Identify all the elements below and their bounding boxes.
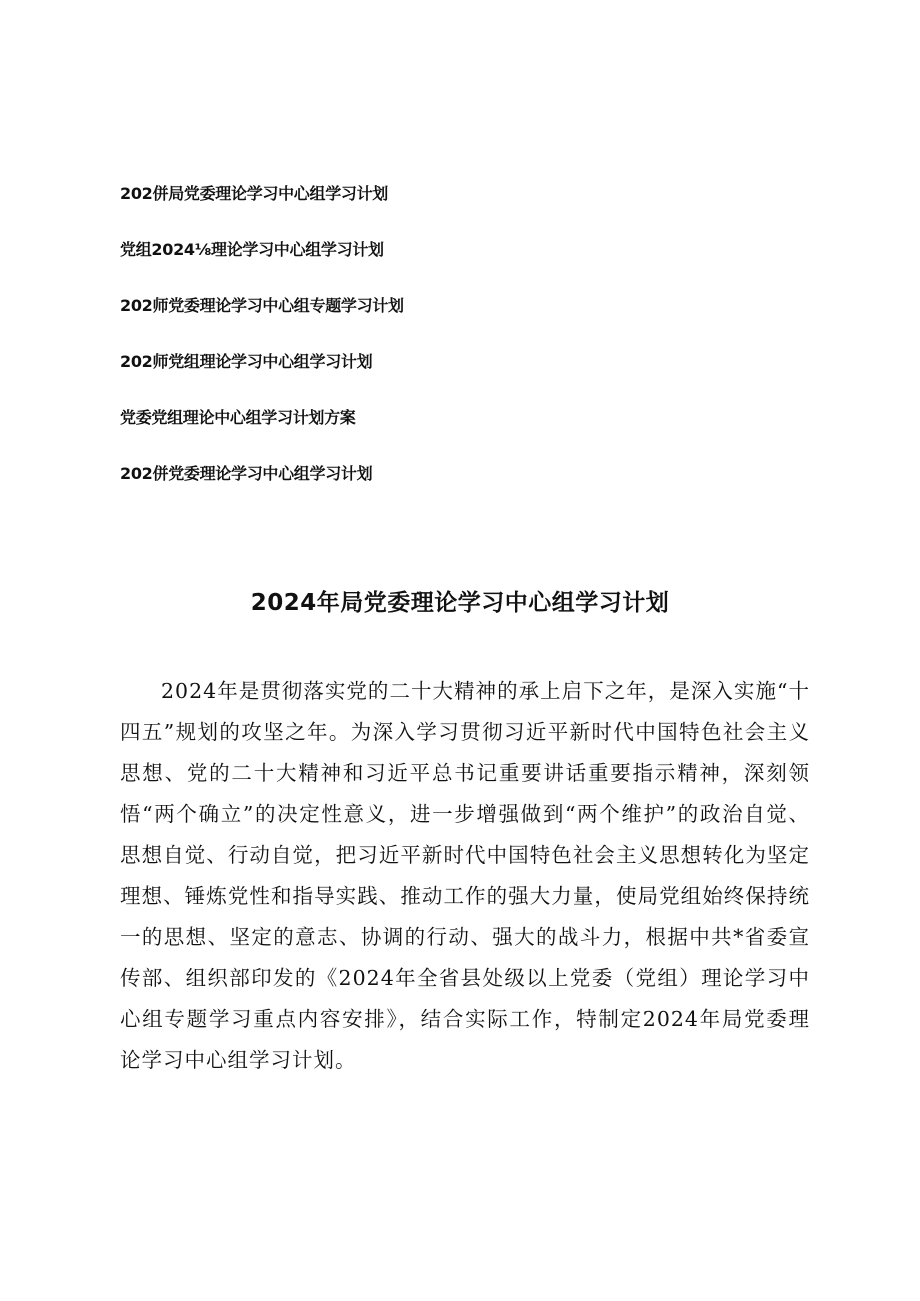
table-of-contents — [120, 184, 640, 484]
toc-item[interactable]: 202师党组理论学习中心组学习计划 — [120, 352, 373, 371]
toc-item[interactable]: 202併局党委理论学习中心组学习计划 — [120, 184, 388, 203]
intro-paragraph: 2024年是贯彻落实党的二十大精神的承上启下之年，是深入实施“十四五”规划的攻坚之年。为深入学习贯彻习近平新时代中国特色社会主义思想、党的二十大精神和习近平总书记重要讲话重要指示精神，深刻领悟“两个确立”的决定性意义，进一步增强做到“两个维护”的政治自觉、思想自觉、行动自觉，把习近平新时代中国特色社会主义思想转化为坚定理想、锤炼党性和指导实践、推动工作的强大力量，使局党组始终保持统一的思想、坚定的意志、协调的行动、强大的战斗力，根据中共*省委宣传部、组织部印发的《2024年全省县处级以上党委（党组）理论学习中心组专题学习重点内容安排》，结合实际工作，特制定2024年局党委理论学习中心组学习计划。 — [120, 679, 810, 1072]
toc-item[interactable]: 202师党委理论学习中心组专题学习计划 — [120, 296, 404, 315]
toc-item[interactable]: 党组2024⅛理论学习中心组学习计划 — [120, 240, 384, 259]
document-title: 2024年局党委理论学习中心组学习计划 — [250, 590, 670, 616]
toc-item[interactable]: 202併党委理论学习中心组学习计划 — [120, 464, 373, 483]
toc-item[interactable]: 党委党组理论中心组学习计划方案 — [120, 408, 356, 427]
